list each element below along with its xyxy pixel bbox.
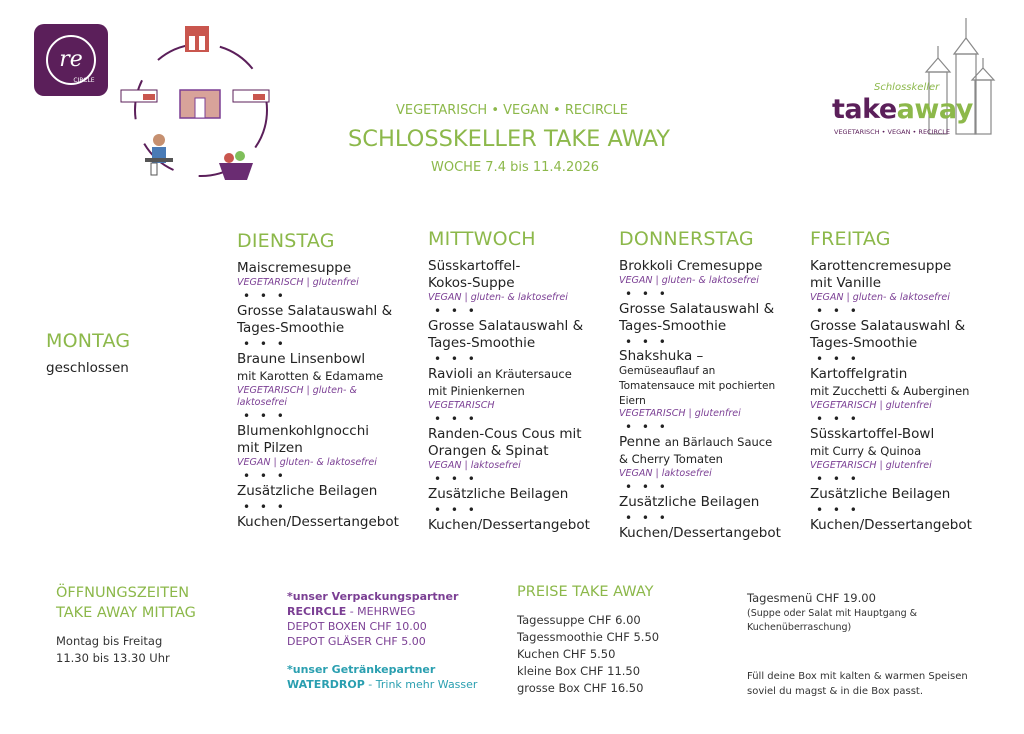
wednesday-item-3: Ravioli bbox=[428, 366, 473, 382]
wednesday-item-5: Zusätzliche Beilagen bbox=[428, 486, 569, 502]
wednesday-item-2: Grosse Salatauswahl & Tages-Smoothie bbox=[428, 318, 584, 351]
wednesday-tag-3: VEGETARISCH bbox=[428, 400, 495, 411]
menu-price: Tagesmenü CHF 19.00 bbox=[747, 591, 876, 605]
thursday-tag-3: VEGETARISCH | glutenfrei bbox=[619, 408, 741, 419]
price-large-box: grosse Box CHF 16.50 bbox=[517, 681, 644, 695]
tuesday-item-1: Maiscremesuppe bbox=[237, 260, 352, 276]
thursday-dots-4: • • • bbox=[625, 480, 669, 494]
friday-dots-1: • • • bbox=[816, 304, 860, 318]
thursday-title: DONNERSTAG bbox=[619, 228, 754, 250]
tuesday-item-4: Blumenkohlgnocchi mit Pilzen bbox=[237, 423, 370, 456]
wednesday-item-3-detail: an Kräutersauce mit Pinienkernen bbox=[428, 367, 572, 398]
takeaway-logo bbox=[826, 16, 1002, 144]
tuesday-item-5: Zusätzliche Beilagen bbox=[237, 483, 378, 499]
friday-dots-5: • • • bbox=[816, 503, 860, 517]
friday-dots-4: • • • bbox=[816, 472, 860, 486]
thursday-item-5: Zusätzliche Beilagen bbox=[619, 494, 760, 510]
wednesday-dots-4: • • • bbox=[434, 472, 478, 486]
wednesday-dots-5: • • • bbox=[434, 503, 478, 517]
takeaway-logo-subline: VEGETARISCH • VEGAN • RECIRCLE bbox=[834, 128, 950, 136]
tuesday-item-3: Braune Linsenbowl bbox=[237, 351, 366, 367]
recircle-cycle-illustration bbox=[115, 18, 285, 186]
tuesday-tag-3: VEGETARISCH | gluten- & laktosefrei bbox=[237, 385, 357, 408]
tuesday-title: DIENSTAG bbox=[237, 230, 335, 252]
tuesday-dots-4: • • • bbox=[243, 469, 287, 483]
wednesday-item-4: Randen-Cous Cous mit Orangen & Spinat bbox=[428, 426, 582, 459]
friday-item-4-detail: mit Curry & Quinoa bbox=[810, 444, 922, 458]
opening-hours bbox=[56, 583, 236, 667]
price-soup: Tagessuppe CHF 6.00 bbox=[517, 613, 641, 627]
friday-dots-2: • • • bbox=[816, 352, 860, 366]
menu-description: (Suppe oder Salat mit Hauptgang & Kuchenüberraschung) bbox=[747, 608, 918, 633]
friday-column bbox=[810, 228, 990, 534]
monday-title: MONTAG bbox=[46, 330, 131, 352]
price-small-box: kleine Box CHF 11.50 bbox=[517, 664, 641, 678]
wednesday-title: MITTWOCH bbox=[428, 228, 536, 250]
friday-item-5: Zusätzliche Beilagen bbox=[810, 486, 951, 502]
wednesday-dots-3: • • • bbox=[434, 412, 478, 426]
recircle-logo-text: re bbox=[59, 47, 83, 72]
friday-item-3: Kartoffelgratin bbox=[810, 366, 908, 382]
prices-title: PREISE TAKE AWAY bbox=[517, 584, 654, 600]
partners bbox=[287, 589, 487, 692]
thursday-tag-4: VEGAN | laktosefrei bbox=[619, 468, 712, 479]
recircle-name: RECIRCLE bbox=[287, 605, 347, 618]
thursday-item-3: Shakshuka – bbox=[619, 348, 704, 364]
recircle-desc: - MEHRWEG bbox=[346, 605, 416, 618]
wednesday-tag-4: VEGAN | laktosefrei bbox=[428, 460, 521, 471]
tuesday-column bbox=[237, 230, 417, 531]
wednesday-item-1: Süsskartoffel-Kokos-Suppe bbox=[428, 258, 521, 291]
friday-item-4: Süsskartoffel-Bowl bbox=[810, 426, 935, 442]
price-cake: Kuchen CHF 5.50 bbox=[517, 647, 616, 661]
wednesday-tag-1: VEGAN | gluten- & laktosefrei bbox=[428, 292, 568, 303]
depot-boxes: DEPOT BOXEN CHF 10.00 bbox=[287, 620, 427, 633]
week-label: WOCHE 7.4 bis 11.4.2026 bbox=[431, 160, 600, 175]
monday-note: geschlossen bbox=[46, 360, 129, 376]
wednesday-dots-1: • • • bbox=[434, 304, 478, 318]
tuesday-dots-3: • • • bbox=[243, 409, 287, 423]
friday-tag-1: VEGAN | gluten- & laktosefrei bbox=[810, 292, 950, 303]
takeaway-logo-take: take bbox=[832, 94, 897, 125]
tuesday-dots-2: • • • bbox=[243, 337, 287, 351]
recircle-logo bbox=[34, 24, 108, 96]
thursday-dots-2: • • • bbox=[625, 335, 669, 349]
friday-tag-3: VEGETARISCH | glutenfrei bbox=[810, 400, 932, 411]
thursday-dots-1: • • • bbox=[625, 287, 669, 301]
friday-title: FREITAG bbox=[810, 228, 891, 250]
tuesday-item-2: Grosse Salatauswahl & Tages-Smoothie bbox=[237, 303, 393, 336]
recircle-logo-icon bbox=[34, 24, 108, 96]
wednesday-dots-2: • • • bbox=[434, 352, 478, 366]
friday-dots-3: • • • bbox=[816, 412, 860, 426]
tuesday-item-6: Kuchen/Dessertangebot bbox=[237, 514, 399, 530]
thursday-dots-3: • • • bbox=[625, 420, 669, 434]
prices bbox=[517, 582, 717, 697]
menu-info bbox=[747, 590, 987, 699]
tuesday-dots-5: • • • bbox=[243, 500, 287, 514]
price-smoothie: Tagessmoothie CHF 5.50 bbox=[517, 630, 660, 644]
page-title: SCHLOSSKELLER TAKE AWAY bbox=[348, 126, 671, 152]
opening-hours-times: 11.30 bis 13.30 Uhr bbox=[56, 651, 170, 665]
wednesday-item-6: Kuchen/Dessertangebot bbox=[428, 517, 590, 533]
thursday-item-4: Penne bbox=[619, 434, 661, 450]
thursday-item-1: Brokkoli Cremesuppe bbox=[619, 258, 763, 274]
thursday-item-3-detail: Gemüseauflauf an Tomatensauce mit pochierten Eiern bbox=[619, 365, 776, 407]
waterdrop-desc: - Trink mehr Wasser bbox=[364, 678, 478, 691]
drink-partner-title: *unser Getränkepartner bbox=[287, 663, 436, 676]
opening-hours-days: Montag bis Freitag bbox=[56, 634, 163, 648]
wednesday-column bbox=[428, 228, 608, 534]
takeaway-logo-away: away bbox=[896, 94, 973, 125]
thursday-column bbox=[619, 228, 799, 542]
takeaway-logo-script: Schlosskeller bbox=[874, 82, 940, 93]
friday-item-2: Grosse Salatauswahl & Tages-Smoothie bbox=[810, 318, 966, 351]
friday-tag-4: VEGETARISCH | glutenfrei bbox=[810, 460, 932, 471]
recircle-logo-sub: CIRCLE bbox=[73, 77, 95, 84]
box-info: Füll deine Box mit kalten & warmen Speisen soviel du magst & in die Box passt. bbox=[747, 671, 968, 697]
opening-hours-title-1: ÖFFNUNGSZEITEN bbox=[56, 585, 190, 601]
thursday-item-2: Grosse Salatauswahl & Tages-Smoothie bbox=[619, 301, 775, 334]
friday-item-6: Kuchen/Dessertangebot bbox=[810, 517, 972, 533]
thursday-item-4-detail: an Bärlauch Sauce & Cherry Tomaten bbox=[619, 435, 773, 466]
thursday-tag-1: VEGAN | gluten- & laktosefrei bbox=[619, 275, 759, 286]
opening-hours-title-2: TAKE AWAY MITTAG bbox=[56, 605, 196, 621]
packaging-partner-title: *unser Verpackungspartner bbox=[287, 590, 459, 603]
tuesday-tag-4: VEGAN | gluten- & laktosefrei bbox=[237, 457, 377, 468]
friday-item-1: Karottencremesuppe mit Vanille bbox=[810, 258, 952, 291]
thursday-item-6: Kuchen/Dessertangebot bbox=[619, 525, 781, 541]
thursday-dots-5: • • • bbox=[625, 511, 669, 525]
depot-glass: DEPOT GLÄSER CHF 5.00 bbox=[287, 635, 426, 648]
waterdrop-name: WATERDROP bbox=[287, 678, 365, 691]
tuesday-tag-1: VEGETARISCH | glutenfrei bbox=[237, 277, 359, 288]
friday-item-3-detail: mit Zucchetti & Auberginen bbox=[810, 384, 970, 398]
tuesday-item-3-detail: mit Karotten & Edamame bbox=[237, 369, 384, 383]
takeaway-logo-word bbox=[832, 94, 973, 125]
tuesday-dots-1: • • • bbox=[243, 289, 287, 303]
header-tagline: VEGETARISCH • VEGAN • RECIRCLE bbox=[396, 103, 628, 118]
